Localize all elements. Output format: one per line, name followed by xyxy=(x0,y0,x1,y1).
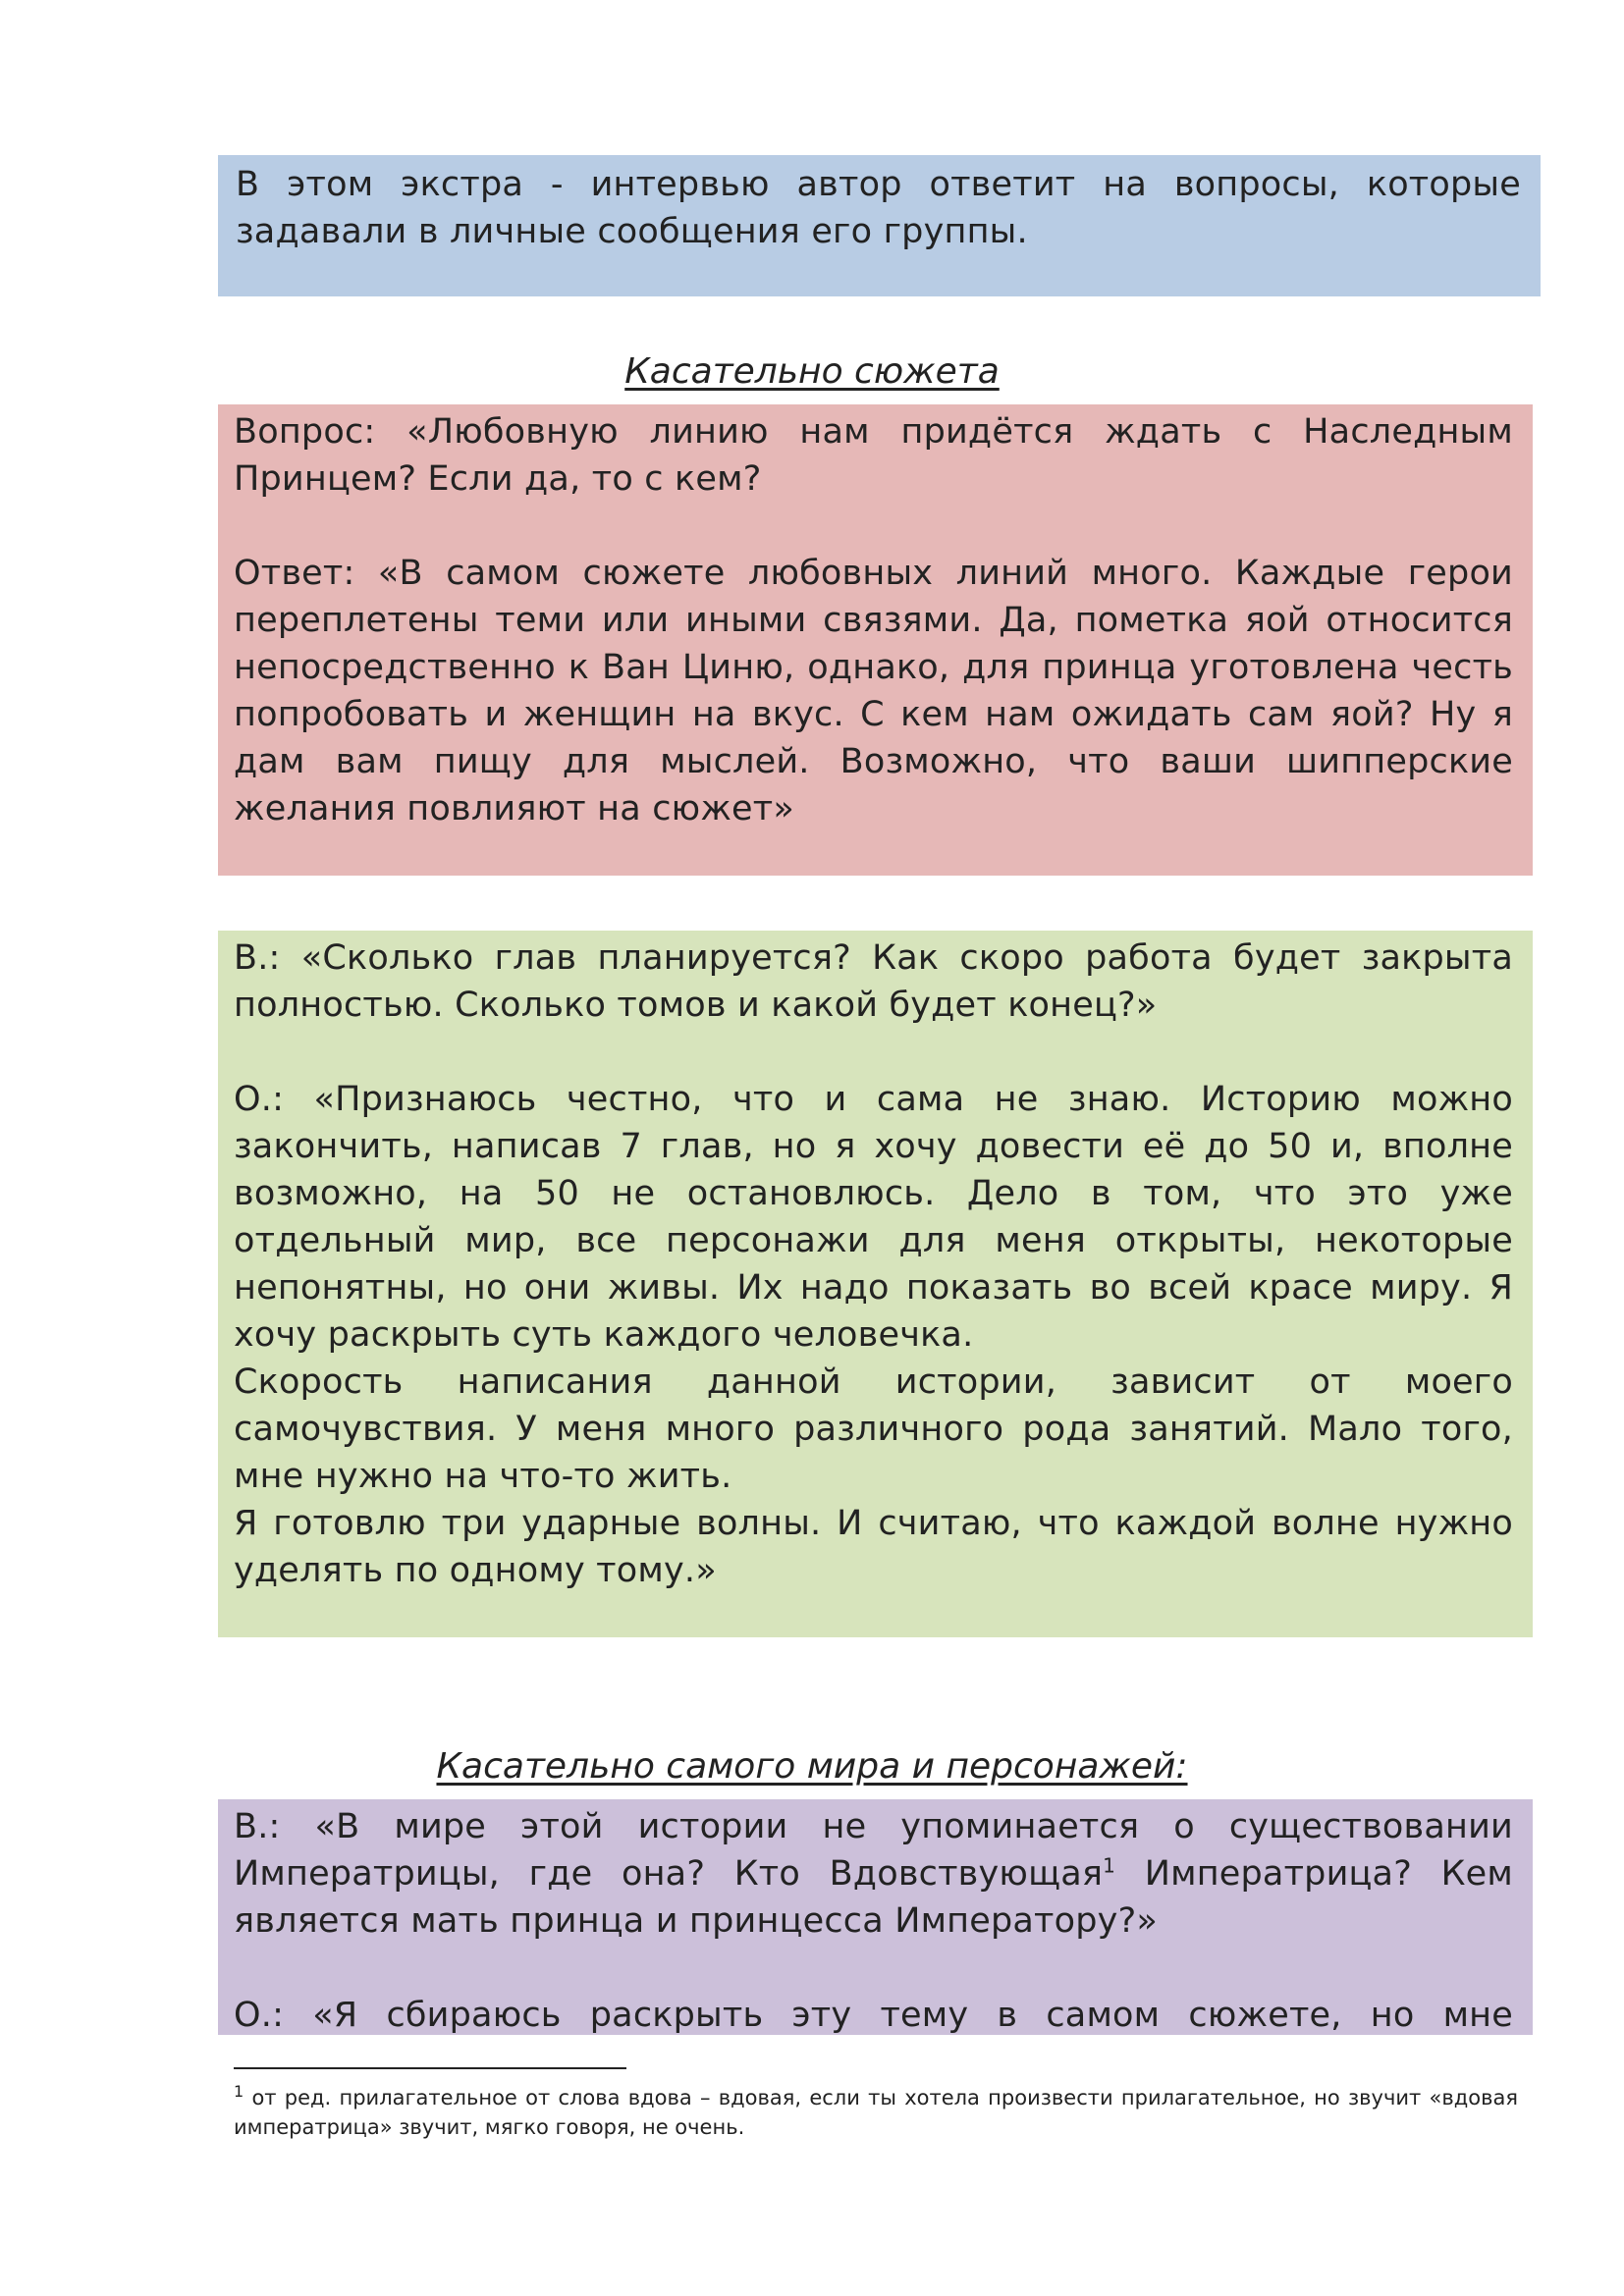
question-text: Вопрос: «Любовную линию нам придётся ждать с Наследным Принцем? Если да, то с кем? xyxy=(234,412,1513,499)
question-text: В.: «Сколько глав планируется? Как скоро работа будет закрыта полностью. Сколько томов и какой будет конец?» xyxy=(234,938,1513,1025)
question-text-end: Императрица? Кем является мать принца и принцесса Императору?» xyxy=(234,1854,1513,1941)
answer-text-p1: О.: «Признаюсь честно, что и сама не знаю. Историю можно закончить, написав 7 глав, но я хочу довести её до 50 и, вполне возможно, на 50 не остановлюсь. Дело в том, что это уже отдельный мир, все персонажи для меня открыты, некоторые непонятны, но они живы. Их надо показать во всей красе миру. Я хочу раскрыть суть каждого человечка. xyxy=(234,1080,1513,1355)
qa-box-empress xyxy=(218,1799,1533,2035)
answer-text-p2: Скорость написания данной истории, зависит от моего самочувствия. У меня много различного рода занятий. Мало того, мне нужно на что-то жить. xyxy=(234,1362,1513,1496)
spacer xyxy=(234,1029,1513,1076)
intro-text: В этом экстра - интервью автор ответит на вопросы, которые задавали в личные сообщения его группы. xyxy=(236,165,1521,251)
question-text xyxy=(234,1803,1513,1945)
footnote-mark: 1 xyxy=(234,2082,244,2101)
spacer xyxy=(234,1945,1513,1992)
answer-text: Ответ: «В самом сюжете любовных линий много. Каждые герои переплетены теми или иными связями. Да, пометка яой относится непосредственно к Ван Циню, однако, для принца уготовлена честь попробовать и женщин на вкус. С кем нам ожидать сам яой? Ну я дам вам пищу для мыслей. Возможно, что ваши шипперские желания повлияют на сюжет» xyxy=(234,554,1513,828)
spacer xyxy=(234,503,1513,550)
qa-box-chapters xyxy=(218,931,1533,1637)
footnote-separator xyxy=(234,2067,626,2069)
question-text-start: В.: «В мире этой истории не упоминается о существовании Императрицы, где она? Кто Вдовствующая xyxy=(234,1807,1513,1894)
intro-box xyxy=(218,155,1541,296)
section-heading-plot: Касательно сюжета xyxy=(624,351,1000,392)
answer-text: О.: «Я сбираюсь раскрыть эту тему в самом сюжете, но мне xyxy=(234,1996,1513,2035)
section-heading-world: Касательно самого мира и персонажей: xyxy=(436,1746,1188,1787)
answer-text-p3: Я готовлю три ударные волны. И считаю, что каждой волне нужно уделять по одному тому.» xyxy=(234,1504,1513,1590)
qa-box-love-line xyxy=(218,404,1533,876)
footnote-text: от ред. прилагательное от слова вдова – вдовая, если ты хотела произвести прилагательное, но звучит «вдовая императрица» звучит, мягко говоря, не очень. xyxy=(234,2086,1518,2139)
footnote xyxy=(234,2083,1518,2142)
footnote-reference: 1 xyxy=(1103,1853,1116,1878)
